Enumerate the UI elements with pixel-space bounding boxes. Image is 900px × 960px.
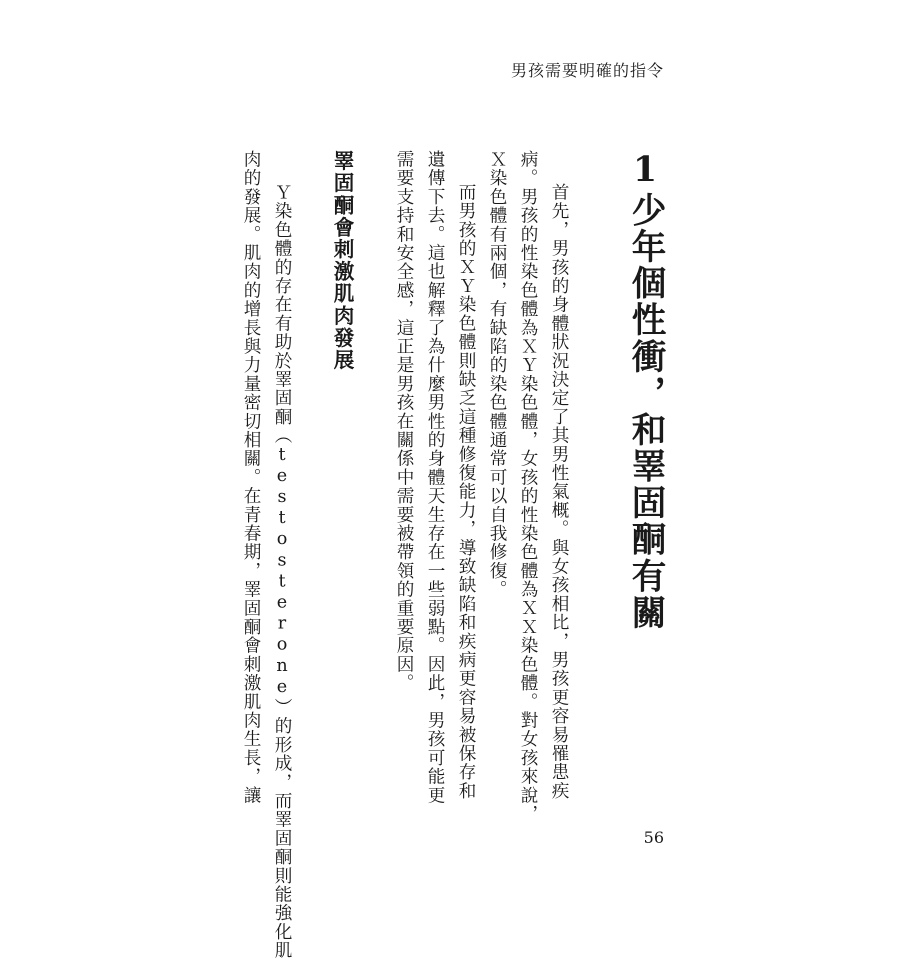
body-line: 首先，男孩的身體狀況決定了其男性氣概。與女孩相比，男孩更容易罹患疾: [549, 183, 569, 801]
running-head-title: 男孩需要明確的指令: [510, 61, 664, 80]
body-line: Ｘ染色體有兩個，有缺陷的染色體通常可以自我修復。: [487, 150, 507, 599]
chapter-heading: 1少年個性衝，和睪固酮有關: [625, 150, 665, 632]
body-line: Ｙ染色體的存在有助於睪固酮（testosterone）的形成，而睪固酮則能強化肌: [272, 183, 292, 960]
body-line: 肉的發展。肌肉的增長與力量密切相關。在青春期，睪固酮會刺激肌肉生長，讓: [241, 150, 261, 805]
body-line: 遺傳下去。這也解釋了為什麼男性的身體天生存在一些弱點。因此，男孩可能更: [425, 150, 445, 805]
page-number: 56: [643, 828, 664, 847]
body-line: 病。男孩的性染色體為ＸＹ染色體，女孩的性染色體為ＸＸ染色體。對女孩來說，: [518, 150, 538, 824]
body-line: 而男孩的ＸＹ染色體則缺乏這種修復能力，導致缺陷和疾病更容易被保存和: [456, 183, 476, 801]
body-line: 需要支持和安全感，這正是男孩在關係中需要被帶領的重要原因。: [394, 150, 414, 693]
section-heading: 睪固酮會刺激肌肉發展: [330, 150, 354, 371]
